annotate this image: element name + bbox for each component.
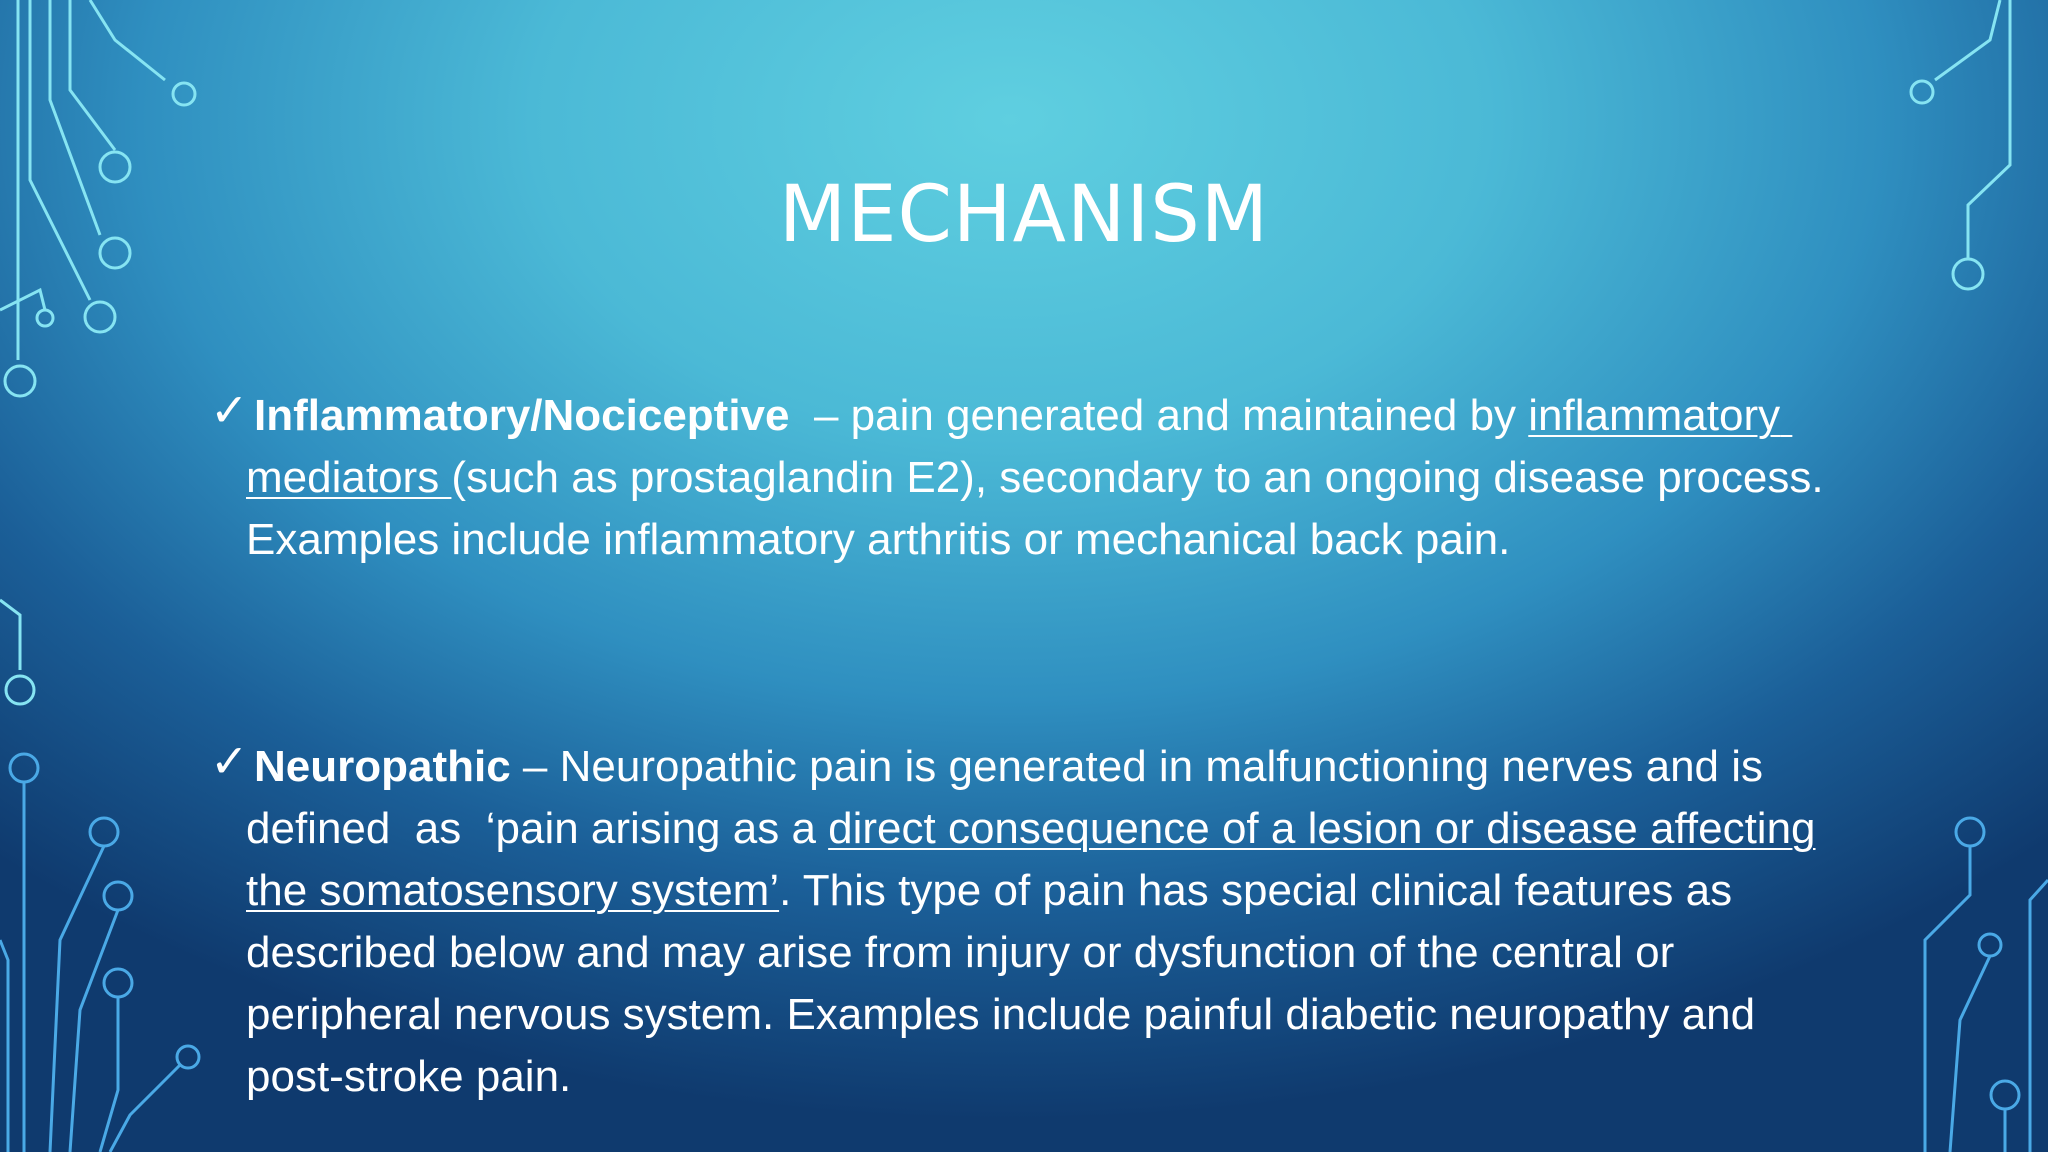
bullet-text <box>246 385 1830 571</box>
slide-title: MECHANISM <box>778 170 1270 260</box>
bullet-inflammatory <box>210 385 1830 571</box>
bullet-term: Neuropathic <box>254 742 511 791</box>
bullet-rest: . This type of pain has special clinical features as described below and may arise from injury or dysfunction of the central or peripheral nervous system. Examples include painful diabetic neuropathy and post-stroke pain. <box>246 866 1756 1101</box>
bullet-neuropathic <box>210 736 1830 1108</box>
bullet-separator: – Neuropathic pain is generated in malfunctioning nerves and is defined as ‘pain arising as a <box>246 742 1776 853</box>
bullet-separator: – pain generated and maintained by <box>789 391 1529 440</box>
bullet-term: Inflammatory/Nociceptive <box>254 391 790 440</box>
underlined-phrase: inflammatory mediators <box>246 391 1793 502</box>
underlined-phrase: direct consequence of a lesion or disease affecting the somatosensory system’ <box>246 804 1816 915</box>
bullet-rest: (such as prostaglandin E2), secondary to an ongoing disease process. Examples include inflammatory arthritis or mechanical back pain. <box>246 453 1824 564</box>
checkmark-icon: ✓ <box>210 383 249 437</box>
bullet-text <box>246 736 1830 1108</box>
checkmark-icon: ✓ <box>210 734 249 788</box>
